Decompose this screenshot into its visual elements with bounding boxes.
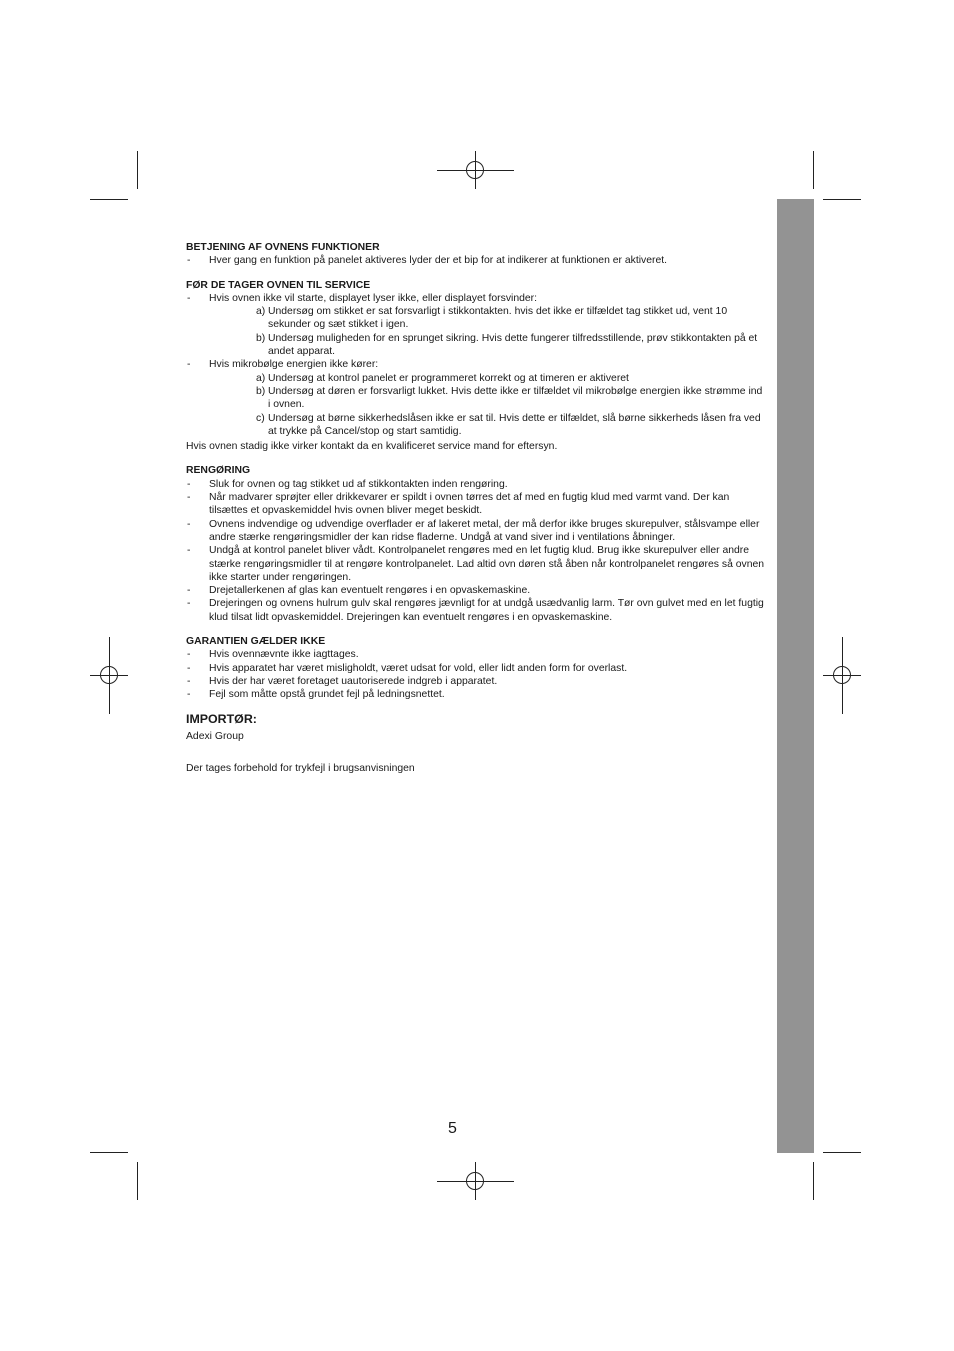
section-importer [186, 713, 766, 744]
list-item: - Undgå at kontrol panelet bliver vådt. Kontrolpanelet rengøres med en let fugtig klud. Brug ikke skurepulver eller andre stærke rengøringsmidler til at rengøre kontrolpanelet. Lad altid ovn døren stå åben når kontrolpanelet rengøres så ovnen ikke starter under rengøringen. [187, 545, 765, 583]
crop-mark [823, 1152, 861, 1153]
list-item: - Drejeringen og ovnens hulrum gulv skal rengøres jævnligt for at undgå usædvanlig larm. Tør ovn gulvet med en let fugtig klud tilsat lidt opvaskemiddel. Drejeringen kan eventuelt rengøres i en opvaskemaskine. [187, 598, 764, 623]
side-tab-band [777, 199, 814, 1153]
document-body [186, 241, 766, 775]
service-note: Hvis ovnen stadig ikke virker kontakt da en kvalificeret service mand for eftersyn. [186, 441, 558, 453]
crop-mark [90, 199, 128, 200]
crop-mark [90, 1152, 128, 1153]
sub-item: b) Undersøg muligheden for en sprunget sikring. Hvis dette fungerer tilfredsstillende, prøv stikkontakten på et andet apparat. [256, 332, 758, 358]
section-warranty [186, 635, 766, 701]
list-item: - Hvis ovennævnte ikke iagttages. [187, 649, 359, 661]
sub-item: b) Undersøg at døren er forsvarligt lukket. Hvis dette ikke er tilfældet vil mikrobølge energien ikke strømme ind i ovnen. [256, 385, 763, 411]
sub-list [222, 372, 766, 438]
page-number: 5 [448, 1120, 457, 1137]
section-cleaning [186, 464, 766, 624]
list-item: - Ovnens indvendige og udvendige overflader er af lakeret metal, der må derfor ikke bruges skurepulver, stålsvampe eller andre stærke rengøringsmidler der kan ridse fladerne. Undgå at vand siver ind i ventilations åbninger. [187, 518, 760, 543]
sub-item: c) Undersøg at børne sikkerhedslåsen ikke er sat til. Hvis dette er tilfældet, slå børne sikkerheds låsen fra ved at trykke på Cancel/stop og start samtidig. [256, 412, 761, 437]
list-item: - Hvis der har været foretaget uautoriserede indgreb i apparatet. [187, 675, 498, 687]
section-heading: FØR DE TAGER OVNEN TIL SERVICE [186, 279, 371, 291]
crop-mark [137, 1162, 138, 1200]
list-item: - Sluk for ovnen og tag stikket ud af stikkontakten inden rengøring. [187, 478, 508, 490]
crop-mark [823, 199, 861, 200]
list-item: - Hvis mikrobølge energien ikke kører: a) Undersøg at kontrol panelet er programmeret korrekt og at timeren er aktiveret b) Undersøg at døren er forsvarligt lukket. Hvis dette ikke er tilfældet vil mikrobølge energien ikke strømme ind i ovnen. c) Undersøg at børne sikkerhedslåsen ikke er sat til. Hvis dette er tilfældet, slå børne sikkerheds låsen fra ved at trykke på Cancel/stop og start samtidig. [186, 358, 766, 438]
list-item: - Hver gang en funktion på panelet aktiveres lyder der et bip for at indikerer at funktionen er aktiveret. [187, 255, 668, 267]
importer-company: Adexi Group [186, 730, 244, 742]
section-heading: BETJENING AF OVNENS FUNKTIONER [186, 242, 380, 253]
sub-list [222, 305, 766, 358]
list-item: - Når madvarer sprøjter eller drikkevarer er spildt i ovnen tørres det af med en fugtig klud med varmt vand. Der kan tilsættes et opvaskemiddel hvis ovnen bliver meget beskidt. [187, 492, 730, 517]
section-operation [186, 241, 766, 268]
section-heading: GARANTIEN GÆLDER IKKE [186, 636, 326, 648]
bullet-list [186, 478, 766, 624]
bullet-list [186, 648, 766, 701]
list-item: - Fejl som måtte opstå grundet fejl på ledningsnettet. [187, 689, 445, 701]
importer-heading: IMPORTØR: [186, 711, 257, 726]
section-service [186, 279, 766, 454]
list-item: - Hvis ovnen ikke vil starte, displayet lyser ikke, eller displayet forsvinder: a) Undersøg om stikket er sat forsvarligt i stikkontakten. hvis det ikke er tilfældet tag stikket ud, vent 10 sekunder og sæt stikket i igen. b) Undersøg muligheden for en sprunget sikring. Hvis dette fungerer tilfredsstillende, prøv stikkontakten på et andet apparat. [186, 292, 766, 358]
disclaimer: Der tages forbehold for trykfejl i brugsanvisningen [186, 763, 415, 775]
list-item: - Drejetallerkenen af glas kan eventuelt rengøres i en opvaskemaskine. [187, 585, 531, 597]
sub-item: a) Undersøg at kontrol panelet er programmeret korrekt og at timeren er aktiveret [256, 372, 629, 384]
bullet-list [186, 292, 766, 438]
bullet-list [186, 254, 766, 267]
sub-item: a) Undersøg om stikket er sat forsvarligt i stikkontakten. hvis det ikke er tilfældet tag stikket ud, vent 10 sekunder og sæt stikket i igen. [256, 306, 728, 331]
crop-mark [813, 1162, 814, 1200]
crop-mark [137, 151, 138, 189]
list-item: - Hvis apparatet har været misligholdt, været udsat for vold, eller lidt anden form for overlast. [187, 662, 628, 674]
crop-mark [813, 151, 814, 189]
section-heading: RENGØRING [186, 465, 251, 477]
